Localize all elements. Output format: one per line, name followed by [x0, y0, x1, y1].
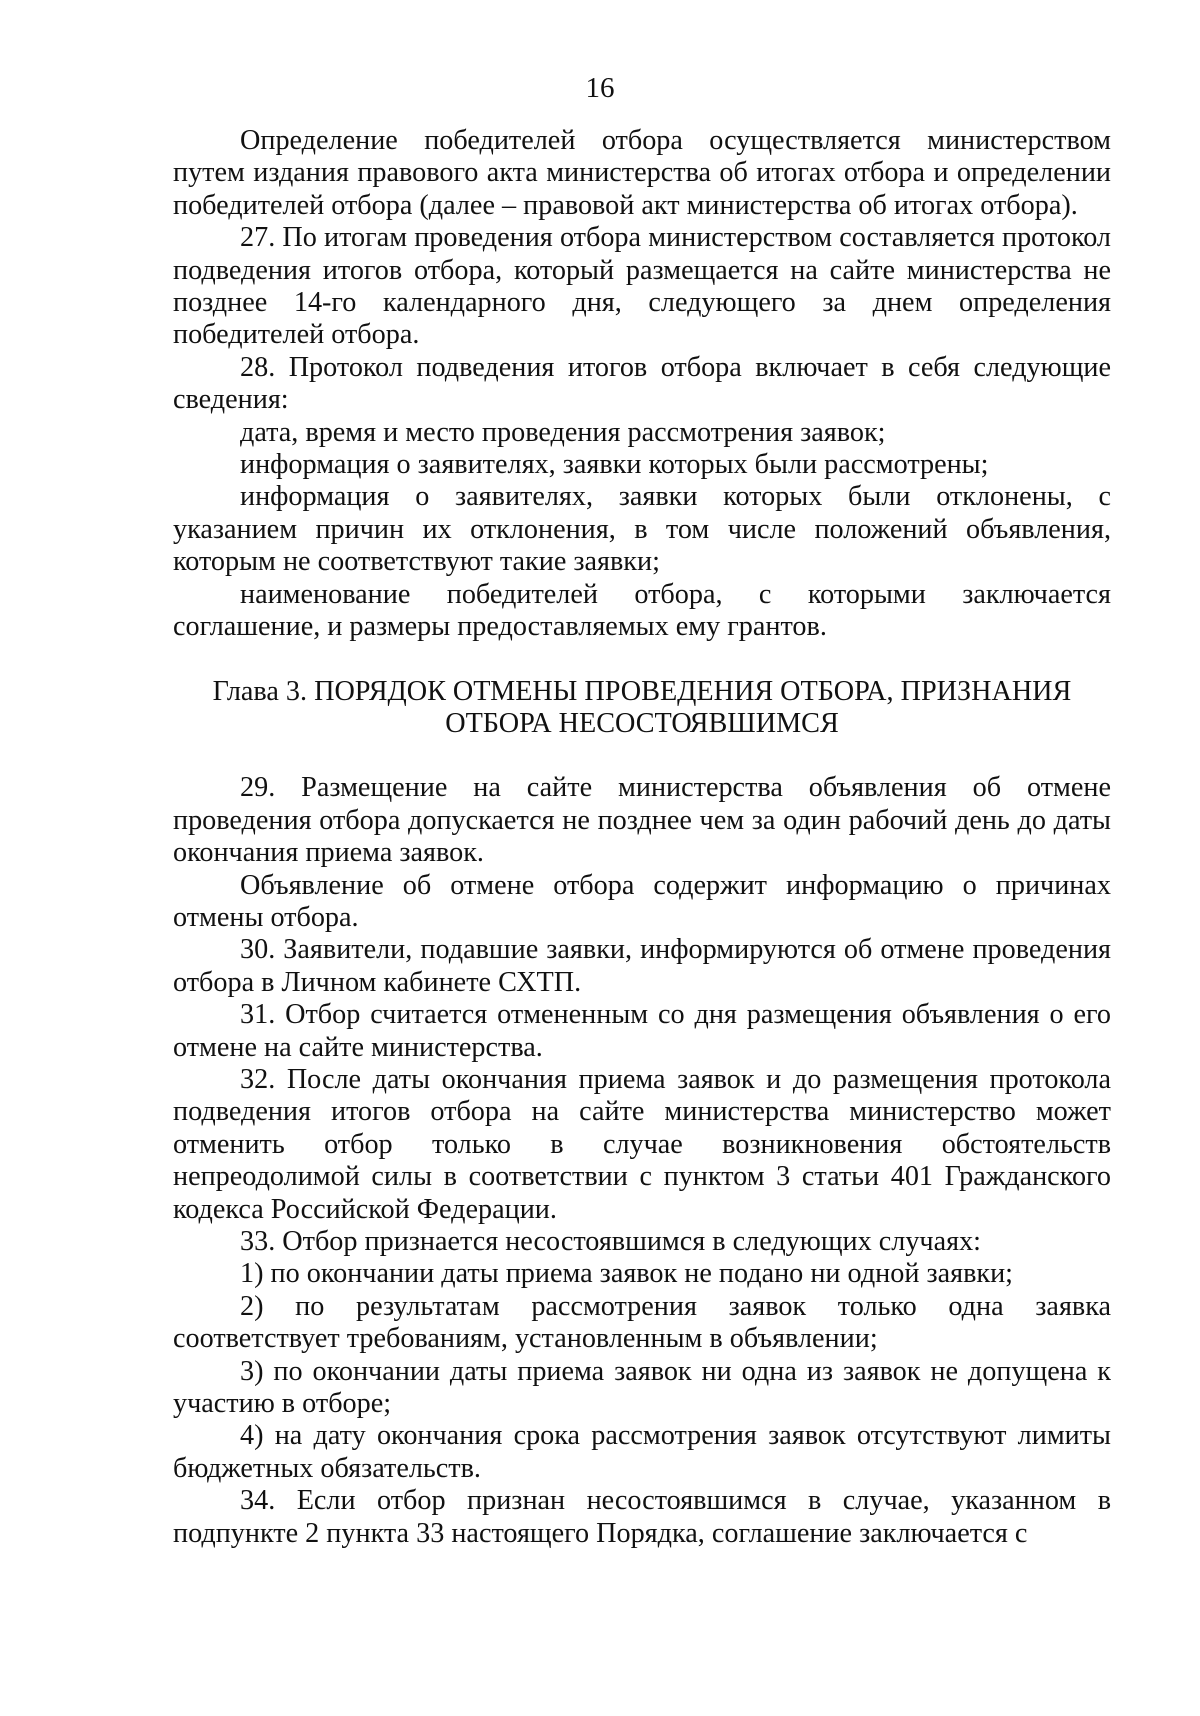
paragraph: 31. Отбор считается отмененным со дня размещения объявления о его отмене на сайте министерства.: [173, 999, 1111, 1063]
paragraph: 1) по окончании даты приема заявок не подано ни одной заявки;: [240, 1258, 1014, 1290]
paragraph: 32. После даты окончания приема заявок и до размещения протокола подведения итогов отбора на сайте министерства министерство может отменить отбор только в случае возникновения обстоятельств непреодолимой силы в соответствии с пунктом 3 статьи 401 Гражданского кодекса Российской Федерации.: [173, 1063, 1111, 1225]
chapter-heading: [173, 676, 1111, 741]
paragraph: 30. Заявители, подавшие заявки, информируются об отмене проведения отбора в Личном кабинете СХТП.: [173, 934, 1111, 998]
paragraph: 2) по результатам рассмотрения заявок только одна заявка соответствует требованиям, установленным в объявлении;: [173, 1290, 1111, 1355]
page-number: 16: [585, 72, 615, 104]
paragraph: 34. Если отбор признан несостоявшимся в случае, указанном в подпункте 2 пункта 33 настоящего Порядка, соглашение заключается с: [173, 1485, 1111, 1549]
paragraph: дата, время и место проведения рассмотрения заявок;: [240, 416, 886, 448]
paragraph: 4) на дату окончания срока рассмотрения заявок отсутствуют лимиты бюджетных обязательств.: [173, 1420, 1111, 1484]
paragraph: наименование победителей отбора, с которыми заключается соглашение, и размеры предоставляемых ему грантов.: [173, 578, 1111, 643]
paragraph: 28. Протокол подведения итогов отбора включает в себя следующие сведения:: [173, 351, 1111, 416]
chapter-heading-line-1: Глава 3. ПОРЯДОК ОТМЕНЫ ПРОВЕДЕНИЯ ОТБОРА, ПРИЗНАНИЯ: [212, 675, 1072, 707]
paragraph: 29. Размещение на сайте министерства объявления об отмене проведения отбора допускается не позднее чем за один рабочий день до даты окончания приема заявок.: [173, 772, 1111, 869]
paragraph: Объявление об отмене отбора содержит информацию о причинах отмены отбора.: [173, 869, 1111, 933]
paragraph: Определение победителей отбора осуществляется министерством путем издания правового акта министерства об итогах отбора и определении победителей отбора (далее – правовой акт министерства об итогах отбора).: [173, 125, 1111, 221]
chapter-heading-line-2: ОТБОРА НЕСОСТОЯВШИМСЯ: [445, 707, 839, 739]
paragraph: информация о заявителях, заявки которых были рассмотрены;: [240, 449, 989, 481]
document-body: [173, 125, 1111, 1550]
paragraph: 3) по окончании даты приема заявок ни одна из заявок не допущена к участию в отборе;: [173, 1355, 1111, 1420]
paragraph: 33. Отбор признается несостоявшимся в следующих случаях:: [240, 1226, 982, 1257]
paragraph: 27. По итогам проведения отбора министерством составляется протокол подведения итогов отбора, который размещается на сайте министерства не позднее 14-го календарного дня, следующего за днем определения победителей отбора.: [173, 222, 1111, 351]
paragraph: информация о заявителях, заявки которых были отклонены, с указанием причин их отклонения, в том числе положений объявления, которым не соответствуют такие заявки;: [173, 481, 1111, 578]
